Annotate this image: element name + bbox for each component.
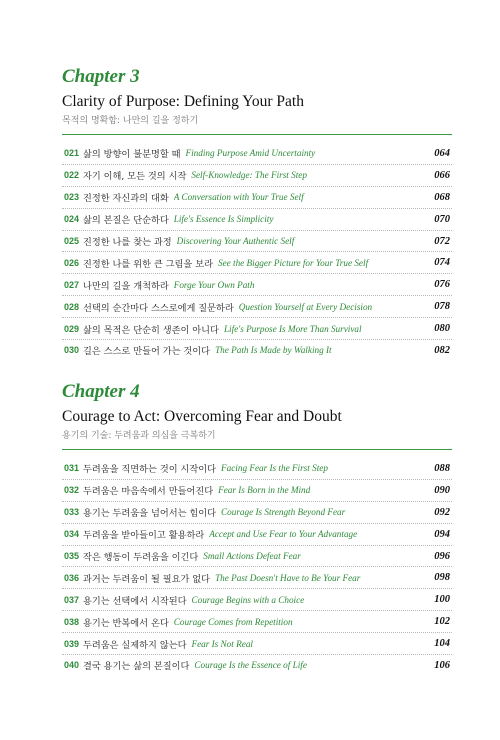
entry-number: 027 xyxy=(64,279,80,290)
entry-korean-title: 선택의 순간마다 스스로에게 질문하라 xyxy=(83,302,234,314)
entry-english-title: The Past Doesn't Have to Be Your Fear xyxy=(215,572,361,583)
entry-page-number: 072 xyxy=(434,235,450,247)
entry-number: 035 xyxy=(64,551,80,561)
entry-page-number: 078 xyxy=(434,301,450,313)
entry-korean-title: 길은 스스로 만들어 가는 것이다 xyxy=(83,346,211,358)
entry-page-number: 070 xyxy=(434,213,450,225)
entry-korean-title: 나만의 길을 개척하라 xyxy=(83,280,169,292)
entry-number: 033 xyxy=(64,507,80,518)
entry-page-number: 104 xyxy=(434,638,450,650)
entry-english-title: Courage Is the Essence of Life xyxy=(194,660,307,671)
entry-page-number: 080 xyxy=(434,323,450,335)
entry-number: 031 xyxy=(64,463,80,474)
entry-english-title: Fear Is Not Real xyxy=(191,638,253,649)
toc-entry[interactable] xyxy=(62,633,452,655)
entry-english-title: Discovering Your Authentic Self xyxy=(176,236,295,246)
toc-entry[interactable] xyxy=(62,165,452,187)
entry-page-number: 094 xyxy=(434,528,450,540)
entry-page-number: 076 xyxy=(434,279,450,291)
chapter-divider xyxy=(62,134,452,135)
entry-number: 023 xyxy=(64,192,80,203)
toc-entry[interactable] xyxy=(62,252,452,274)
entry-korean-title: 두려움을 직면하는 것이 시작이다 xyxy=(83,464,217,476)
entry-korean-title: 삶의 목적은 단순히 생존이 아니다 xyxy=(83,324,219,336)
entry-page-number: 088 xyxy=(434,462,450,474)
entry-page-number: 068 xyxy=(434,191,450,203)
entry-english-title: A Conversation with Your True Self xyxy=(173,192,304,203)
chapter-title: Courage to Act: Overcoming Fear and Doubt xyxy=(62,408,342,425)
entry-korean-title: 삶의 본질은 단순하다 xyxy=(83,215,169,227)
toc-entry[interactable] xyxy=(62,611,452,633)
entry-korean-title: 두려움을 받아들이고 활용하라 xyxy=(83,530,205,542)
toc-entry[interactable] xyxy=(62,458,452,480)
entry-english-title: Courage Begins with a Choice xyxy=(191,594,305,605)
entry-page-number: 090 xyxy=(434,484,450,496)
entry-page-number: 082 xyxy=(434,344,450,356)
entry-page-number: 098 xyxy=(434,572,450,584)
entry-number: 021 xyxy=(64,148,80,159)
toc-entry[interactable] xyxy=(62,318,452,340)
entry-number: 025 xyxy=(64,236,80,246)
entry-page-number: 064 xyxy=(434,147,450,159)
entry-english-title: Question Yourself at Every Decision xyxy=(238,301,373,312)
toc-entry[interactable] xyxy=(62,589,452,611)
entry-korean-title: 진정한 나를 위한 큰 그림을 보라 xyxy=(83,258,213,270)
chapter-title: Clarity of Purpose: Defining Your Path xyxy=(62,93,304,110)
toc-entry[interactable] xyxy=(62,655,452,676)
toc-entry[interactable] xyxy=(62,143,452,165)
toc-entry[interactable] xyxy=(62,524,452,546)
entry-english-title: Courage Comes from Repetition xyxy=(173,616,293,627)
entry-number: 039 xyxy=(64,638,80,649)
entry-korean-title: 작은 행동이 두려움을 이긴다 xyxy=(83,552,199,563)
toc-entry[interactable] xyxy=(62,187,452,209)
entry-korean-title: 과거는 두려움이 될 필요가 없다 xyxy=(83,573,211,585)
entry-page-number: 100 xyxy=(434,594,450,606)
entry-korean-title: 자기 이해, 모든 것의 시작 xyxy=(83,171,187,183)
entry-number: 030 xyxy=(64,345,80,356)
entry-korean-title: 용기는 두려움을 넘어서는 힘이다 xyxy=(83,508,217,520)
entry-korean-title: 진정한 나를 찾는 과정 xyxy=(83,237,172,248)
entry-number: 036 xyxy=(64,572,80,583)
entry-english-title: Life's Purpose Is More Than Survival xyxy=(223,323,362,334)
entry-page-number: 096 xyxy=(434,550,450,562)
entry-number: 032 xyxy=(64,485,80,496)
chapter-subtitle: 용기의 기술: 두려움과 의심을 극복하기 xyxy=(62,431,216,441)
entry-list xyxy=(62,458,452,676)
chapter-label: Chapter 4 xyxy=(62,381,140,402)
entry-number: 029 xyxy=(64,323,80,334)
entry-korean-title: 용기는 선택에서 시작된다 xyxy=(83,595,187,607)
entry-english-title: Fear Is Born in the Mind xyxy=(218,485,311,496)
entry-english-title: Finding Purpose Amid Uncertainty xyxy=(185,148,316,159)
entry-english-title: Forge Your Own Path xyxy=(173,279,255,290)
entry-english-title: Small Actions Defeat Fear xyxy=(203,551,301,561)
entry-english-title: Facing Fear Is the First Step xyxy=(221,463,328,474)
toc-entry[interactable] xyxy=(62,209,452,231)
toc-entry[interactable] xyxy=(62,502,452,524)
entry-number: 034 xyxy=(64,529,80,540)
entry-korean-title: 삶의 방향이 불분명할 때 xyxy=(83,149,181,161)
chapter-divider xyxy=(62,449,452,450)
entry-english-title: See the Bigger Picture for Your True Self xyxy=(217,257,369,268)
toc-entry[interactable] xyxy=(62,480,452,502)
entry-korean-title: 결국 용기는 삶의 본질이다 xyxy=(83,661,190,673)
entry-korean-title: 진정한 자신과의 대화 xyxy=(83,193,169,205)
entry-page-number: 102 xyxy=(434,616,450,628)
chapter-4-section xyxy=(62,381,452,676)
entry-english-title: Accept and Use Fear to Your Advantage xyxy=(209,529,358,540)
entry-korean-title: 두려움은 마음속에서 만들어진다 xyxy=(83,486,214,498)
entry-english-title: Self-Knowledge: The First Step xyxy=(191,170,307,181)
entry-page-number: 074 xyxy=(434,257,450,269)
entry-number: 028 xyxy=(64,301,80,312)
entry-page-number: 066 xyxy=(434,169,450,181)
entry-number: 038 xyxy=(64,616,80,627)
chapter-3-section xyxy=(62,66,452,361)
toc-entry[interactable] xyxy=(62,231,452,253)
entry-number: 024 xyxy=(64,214,80,225)
entry-number: 022 xyxy=(64,170,80,181)
entry-number: 040 xyxy=(64,660,80,671)
toc-entry[interactable] xyxy=(62,567,452,589)
toc-entry[interactable] xyxy=(62,296,452,318)
toc-entry[interactable] xyxy=(62,340,452,361)
chapter-label: Chapter 3 xyxy=(62,66,140,87)
entry-english-title: The Path Is Made by Walking It xyxy=(215,345,332,356)
entry-number: 026 xyxy=(64,257,80,268)
entry-number: 037 xyxy=(64,594,80,605)
toc-entry[interactable] xyxy=(62,546,452,568)
entry-english-title: Courage Is Strength Beyond Fear xyxy=(221,507,346,518)
entry-korean-title: 두려움은 실제하지 않는다 xyxy=(83,639,187,651)
entry-korean-title: 용기는 반복에서 온다 xyxy=(83,617,169,629)
entry-english-title: Life's Essence Is Simplicity xyxy=(173,214,274,225)
entry-list xyxy=(62,143,452,361)
entry-page-number: 092 xyxy=(434,506,450,518)
toc-entry[interactable] xyxy=(62,274,452,296)
entry-page-number: 106 xyxy=(434,659,450,671)
chapter-subtitle: 목적의 명확함: 나만의 길을 정하기 xyxy=(62,116,199,126)
